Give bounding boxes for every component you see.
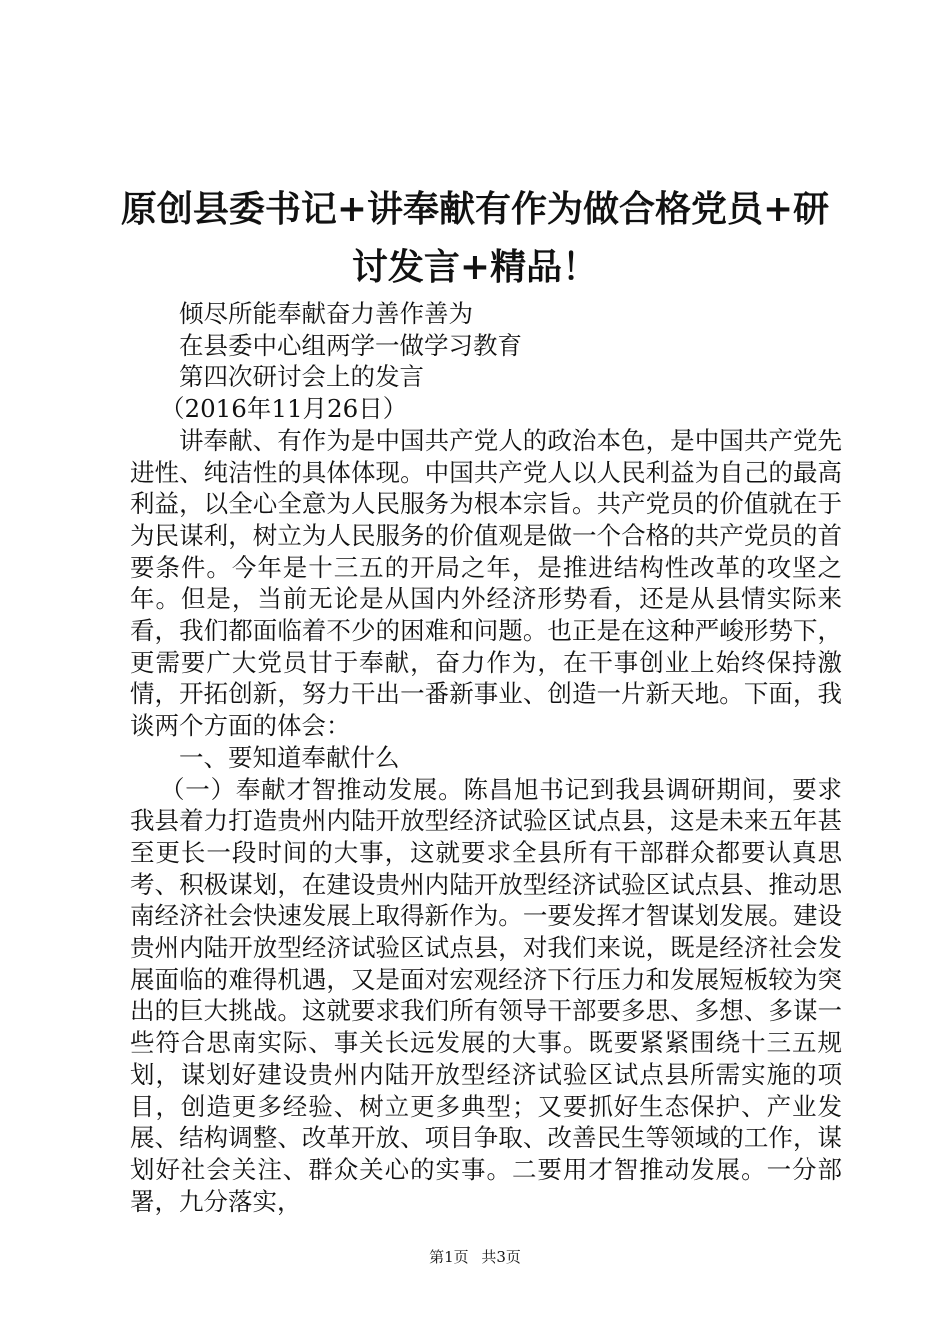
subtitle-line-3: 第四次研讨会上的发言 [179, 362, 424, 392]
document-body [130, 298, 842, 1217]
speech-date: （2016年11月26日） [160, 394, 408, 424]
section-heading-1: 一、要知道奉献什么 [179, 742, 400, 772]
paragraph-subsection-1: （一）奉献才智推动发展。陈昌旭书记到我县调研期间，要求我县着力打造贵州内陆开放型经济试验区试点县，这是未来五年甚至更长一段时间的大事，这就要求全县所有干部群众都要认真思考、积极谋划，在建设贵州内陆开放型经济试验区试点县、推动思南经济社会快速发展上取得新作为。一要发挥才智谋划发展。建设贵州内陆开放型经济试验区试点县，对我们来说，既是经济社会发展面临的难得机遇，又是面对宏观经济下行压力和发展短板较为突出的巨大挑战。这就要求我们所有领导干部要多思、多想、多谋一些符合思南实际、事关长远发展的大事。既要紧紧围绕十三五规划，谋划好建设贵州内陆开放型经济试验区试点县所需实施的项目，创造更多经验、树立更多典型；又要抓好生态保护、产业发展、结构调整、改革开放、项目争取、改善民生等领域的工作，谋划好社会关注、群众关心的实事。二要用才智推动发展。一分部署，九分落实， [130, 774, 842, 1216]
page-total: 共3页 [481, 1248, 521, 1266]
subtitle-line-2: 在县委中心组两学一做学习教育 [179, 330, 522, 360]
paragraph-intro: 讲奉献、有作为是中国共产党人的政治本色，是中国共产党先进性、纯洁性的具体体现。中国共产党人以人民利益为自己的最高利益，以全心全意为人民服务为根本宗旨。共产党员的价值就在于为民谋利，树立为人民服务的价值观是做一个合格的共产党员的首要条件。今年是十三五的开局之年，是推进结构性改革的攻坚之年。但是，当前无论是从国内外经济形势看，还是从县情实际来看，我们都面临着不少的困难和问题。也正是在这种严峻形势下，更需要广大党员甘于奉献，奋力作为，在干事创业上始终保持激情，开拓创新，努力干出一番新事业、创造一片新天地。下面，我谈两个方面的体会： [130, 425, 842, 741]
subtitle-line-1: 倾尽所能奉献奋力善作善为 [179, 299, 473, 328]
page-number: 第1页 [429, 1248, 469, 1266]
page-footer [0, 1247, 950, 1267]
document-title: 原创县委书记+讲奉献有作为做合格党员+研讨发言+精品！ [120, 188, 830, 288]
